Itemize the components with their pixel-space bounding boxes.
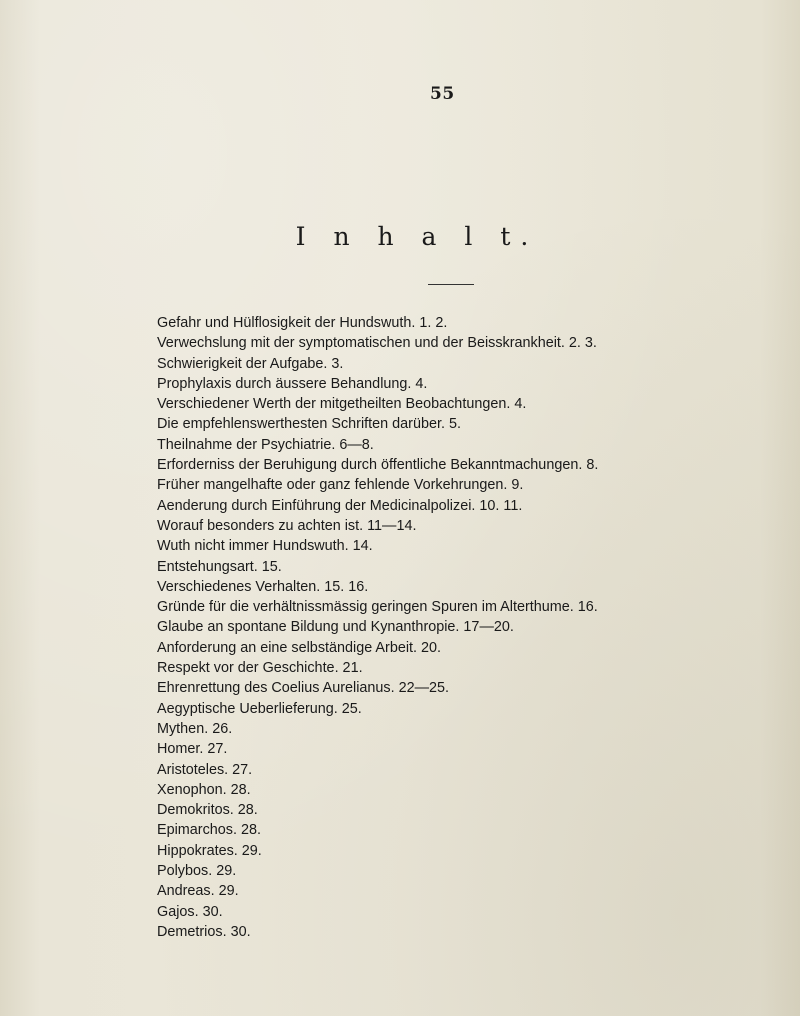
table-of-contents xyxy=(157,313,598,942)
toc-entry: Verwechslung mit der symptomatischen und der Beisskrankheit. 2. 3. xyxy=(157,335,597,352)
toc-entry: Prophylaxis durch äussere Behandlung. 4. xyxy=(157,375,428,392)
toc-entry: Gründe für die verhältnissmässig geringen Spuren im Alterthume. 16. xyxy=(157,599,598,616)
page-number: 55 xyxy=(430,84,455,104)
toc-entry: Aristoteles. 27. xyxy=(157,761,253,778)
toc-entry: Glaube an spontane Bildung und Kynanthropie. 17—20. xyxy=(157,619,514,636)
toc-entry: Die empfehlenswerthesten Schriften darüber. 5. xyxy=(157,416,461,433)
toc-entry: Andreas. 29. xyxy=(157,883,239,900)
toc-entry: Polybos. 29. xyxy=(157,863,237,880)
toc-entry: Demokritos. 28. xyxy=(157,802,258,819)
page-title: I n h a l t. xyxy=(295,222,539,251)
toc-entry: Verschiedener Werth der mitgetheilten Beobachtungen. 4. xyxy=(157,396,527,413)
toc-entry: Erforderniss der Beruhigung durch öffentliche Bekanntmachungen. 8. xyxy=(157,457,599,474)
toc-entry: Demetrios. 30. xyxy=(157,923,251,940)
toc-entry: Homer. 27. xyxy=(157,741,228,758)
toc-entry: Schwierigkeit der Aufgabe. 3. xyxy=(157,355,344,372)
toc-entry: Gefahr und Hülflosigkeit der Hundswuth. 1. 2. xyxy=(157,315,448,331)
toc-entry: Aegyptische Ueberlieferung. 25. xyxy=(157,700,362,717)
toc-entry: Anforderung an eine selbständige Arbeit. 20. xyxy=(157,639,442,656)
toc-entry: Hippokrates. 29. xyxy=(157,842,262,859)
toc-entry: Respekt vor der Geschichte. 21. xyxy=(157,660,363,677)
toc-entry: Worauf besonders zu achten ist. 11—14. xyxy=(157,517,417,534)
toc-entry: Verschiedenes Verhalten. 15. 16. xyxy=(157,578,369,595)
toc-entry: Wuth nicht immer Hundswuth. 14. xyxy=(157,538,373,555)
toc-entry: Früher mangelhafte oder ganz fehlende Vorkehrungen. 9. xyxy=(157,477,524,494)
toc-entry: Aenderung durch Einführung der Medicinalpolizei. 10. 11. xyxy=(157,497,523,514)
title-divider xyxy=(428,284,474,285)
toc-entry: Theilnahme der Psychiatrie. 6—8. xyxy=(157,436,374,453)
toc-entry: Xenophon. 28. xyxy=(157,781,251,798)
toc-entry: Mythen. 26. xyxy=(157,720,233,737)
toc-entry: Ehrenrettung des Coelius Aurelianus. 22—25. xyxy=(157,680,449,697)
toc-entry: Epimarchos. 28. xyxy=(157,822,261,839)
toc-entry: Entstehungsart. 15. xyxy=(157,558,282,575)
toc-entry: Gajos. 30. xyxy=(157,903,223,920)
